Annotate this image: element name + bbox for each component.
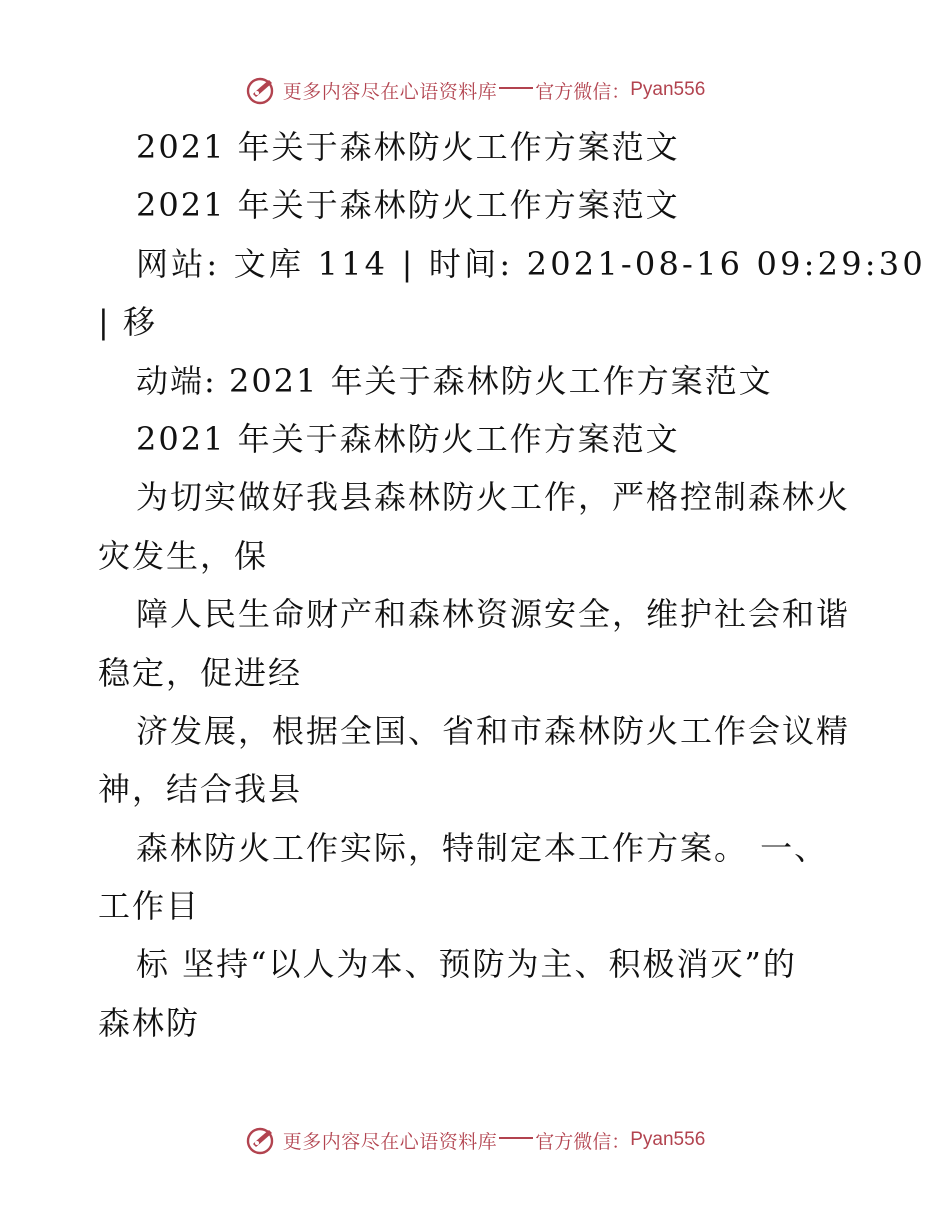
paragraph-line: 神，结合我县 [98,770,303,809]
footer-watermark [0,1122,950,1158]
header-watermark [0,72,950,108]
paragraph-line: 济发展，根据全国、省和市森林防火工作会议精 [136,711,851,750]
pen-logo-icon [245,74,277,106]
document-body [98,118,926,1052]
paragraph-line: 标 坚持“以人为本、预防为主、积极消灭”的 [136,945,797,984]
meta-line: 网站: 文库 114 | 时间: 2021-08-16 09:29:30 [136,244,926,283]
watermark-wechat-id: Pyan556 [630,1129,706,1150]
meta-line-wrap: | 移 [98,303,157,342]
paragraph-line: 森林防 [98,1003,201,1042]
mobile-line: 动端: 2021 年关于森林防火工作方案范文 [136,361,773,400]
watermark-wechat-label: 官方微信： [535,1130,631,1153]
title-line-repeat: 2021 年关于森林防火工作方案范文 [136,186,680,225]
watermark-text: 更多内容尽在心语资料库 [282,1130,498,1153]
watermark-wechat-id: Pyan556 [630,79,706,100]
watermark-wechat-label: 官方微信： [535,80,631,103]
pen-logo-icon [245,1124,277,1156]
watermark-dash [499,1137,533,1139]
watermark-dash [499,87,533,89]
paragraph-line: 为切实做好我县森林防火工作，严格控制森林火 [136,478,851,517]
watermark-text: 更多内容尽在心语资料库 [282,80,498,103]
paragraph-line: 障人民生命财产和森林资源安全，维护社会和谐 [136,595,851,634]
paragraph-line: 森林防火工作实际，特制定本工作方案。 一、 [136,828,829,867]
title-line: 2021 年关于森林防火工作方案范文 [136,128,680,166]
paragraph-line: 工作目 [98,887,201,926]
subtitle-line: 2021 年关于森林防火工作方案范文 [136,419,680,458]
paragraph-line: 灾发生，保 [98,536,269,575]
paragraph-line: 稳定，促进经 [98,653,303,692]
